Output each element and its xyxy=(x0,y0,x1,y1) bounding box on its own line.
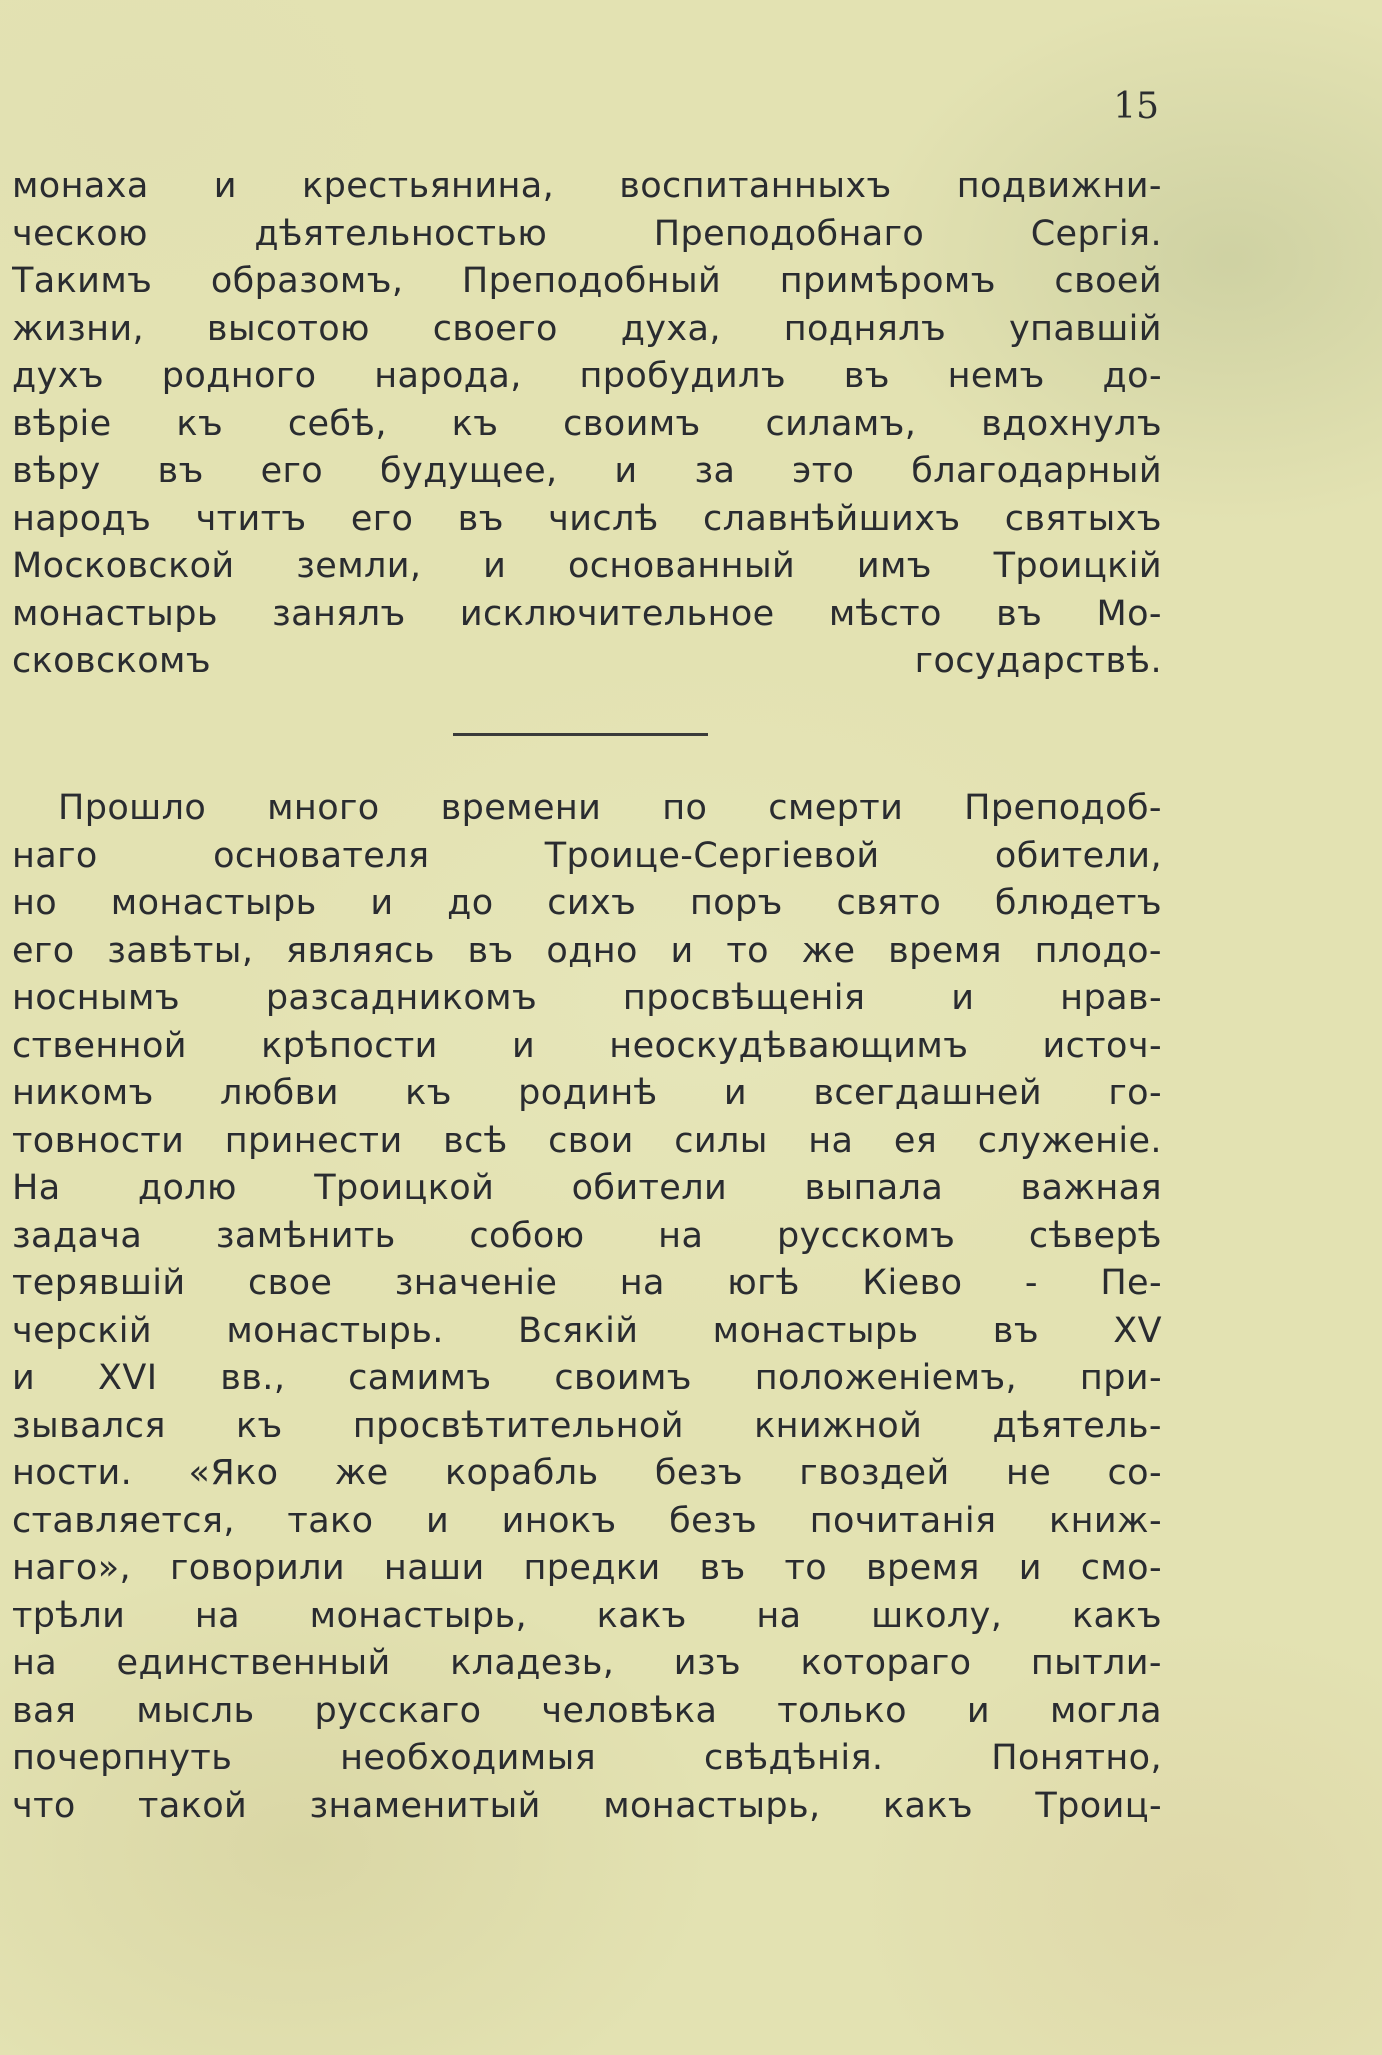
section-divider xyxy=(453,733,708,736)
text-line: терявшій свое значеніе на югѣ Кіево - Пе- xyxy=(12,1263,1162,1303)
text-line: народъ чтитъ его въ числѣ славнѣйшихъ святыхъ xyxy=(12,498,1162,539)
paragraph-2 xyxy=(12,785,1162,1830)
text-line: наго», говорили наши предки въ то время и смо- xyxy=(12,1548,1162,1588)
paragraph-1 xyxy=(12,163,1162,686)
text-line: жизни, высотою своего духа, поднялъ упавшій xyxy=(12,308,1162,349)
text-line: На долю Троицкой обители выпала важная xyxy=(12,1168,1162,1208)
text-line: Такимъ образомъ, Преподобный примѣромъ своей xyxy=(12,261,1162,301)
text-line: задача замѣнить собою на русскомъ сѣверѣ xyxy=(12,1215,1162,1256)
text-line: почерпнуть необходимыя свѣдѣнія. Понятно, xyxy=(12,1738,1162,1778)
text-line: Московской земли, и основанный имъ Троицкій xyxy=(12,546,1162,586)
text-line: ственной крѣпости и неоскудѣвающимъ источ- xyxy=(12,1025,1162,1066)
text-line: ности. «Яко же корабль безъ гвоздей не со- xyxy=(12,1453,1162,1493)
text-line: ческою дѣятельностью Преподобнаго Сергія. xyxy=(12,213,1162,254)
text-line: монаха и крестьянина, воспитанныхъ подвижни- xyxy=(12,166,1162,206)
text-line: зывался къ просвѣтительной книжной дѣятель- xyxy=(12,1405,1162,1446)
text-line: что такой знаменитый монастырь, какъ Троиц- xyxy=(12,1785,1162,1826)
text-line: но монастырь и до сихъ поръ свято блюдетъ xyxy=(12,883,1162,923)
text-line: черскій монастырь. Всякій монастырь въ XV xyxy=(12,1310,1162,1351)
page-number: 15 xyxy=(1113,86,1159,127)
text-line: ставляется, тако и инокъ безъ почитанія книж- xyxy=(12,1500,1162,1541)
text-line: Прошло много времени по смерти Преподоб- xyxy=(58,788,1162,828)
text-line: сковскомъ государствѣ. xyxy=(12,641,1162,681)
text-line: никомъ любви къ родинѣ и всегдашней го- xyxy=(12,1073,1162,1113)
text-line: монастырь занялъ исключительное мѣсто въ Мо- xyxy=(12,593,1162,634)
text-line: носнымъ разсадникомъ просвѣщенія и нрав- xyxy=(12,978,1162,1018)
text-line: на единственный кладезь, изъ котораго пытли- xyxy=(12,1643,1162,1683)
text-line: наго основателя Троице-Сергіевой обители, xyxy=(12,835,1162,876)
text-line: вѣру въ его будущее, и за это благодарный xyxy=(12,451,1162,491)
text-line: трѣли на монастырь, какъ на школу, какъ xyxy=(12,1595,1162,1636)
text-line: духъ родного народа, пробудилъ въ немъ до- xyxy=(12,356,1162,396)
text-line: вѣріе къ себѣ, къ своимъ силамъ, вдохнулъ xyxy=(12,403,1162,444)
text-line: и XVI вв., самимъ своимъ положеніемъ, при- xyxy=(12,1358,1162,1398)
text-line: товности принести всѣ свои силы на ея служеніе. xyxy=(12,1120,1162,1161)
text-line: вая мысль русскаго человѣка только и могла xyxy=(12,1690,1162,1731)
text-line: его завѣты, являясь въ одно и то же время плодо- xyxy=(12,930,1162,971)
